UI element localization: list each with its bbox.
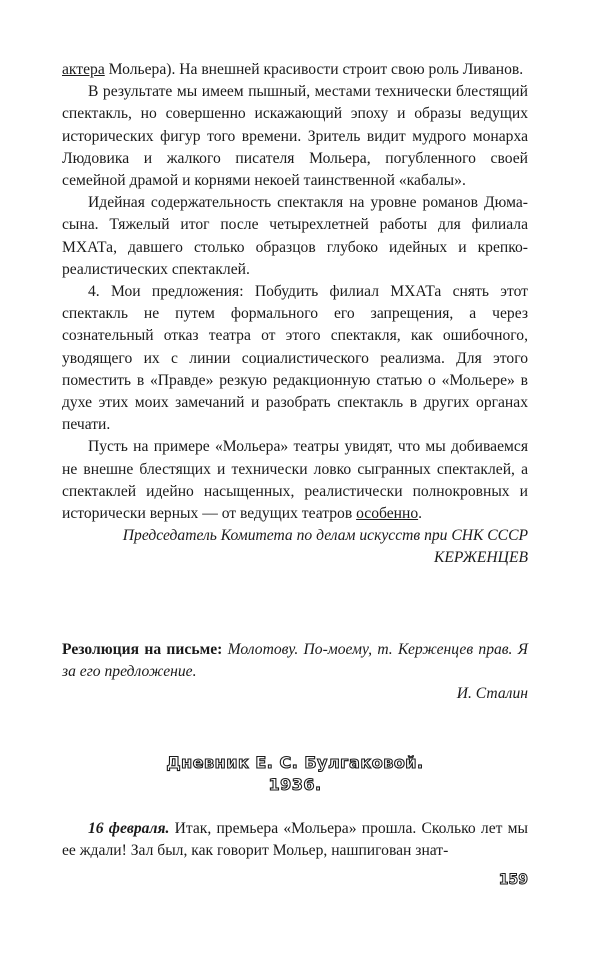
resolution-label: Резолюция на письме: (62, 641, 223, 658)
letter-body (62, 59, 528, 570)
underlined-word: особенно (356, 505, 419, 523)
paragraph-5: Пусть на примере «Мольера» театры увидят, что мы добиваемся не внешне блестящих и технически ловко сыгранных спектаклей, а спектаклей идейно насыщенных, реалистически полнокровных и исторически верных — от ведущих театров особенно. (62, 438, 528, 523)
paragraph-4: 4. Мои предложения: Побудить филиал МХАТа снять этот спектакль не путем формального его запрещения, а через сознательный отказ театра от этого спектакля, как ошибочного, уводящего их с линии социалистического реализма. Для этого поместить в «Правде» резкую редакционную статью о «Мольере» в духе этих моих замечаний и разобрать спектакль в других органах печати. (62, 283, 528, 434)
signature-title: Председатель Комитета по делам искусств при СНК СССР (122, 527, 528, 545)
paragraph-1: актера Мольера). На внешней красивости строит свою роль Ливанов. (62, 61, 524, 78)
paragraph-3: Идейная содержательность спектакля на уровне романов Дюма-сына. Тяжелый итог после четырехлетней работы для филиала МХАТа, давшего столько образцов глубоко идейных и крепко-реалистических спектаклей. (62, 194, 528, 278)
section-heading (62, 752, 528, 796)
diary-entry (62, 818, 528, 862)
resolution-signature: И. Сталин (456, 685, 528, 703)
resolution-text: Резолюция на письме: Молотову. По-моему, т. Керженцев прав. Я за его предложение. (62, 641, 528, 681)
page-number: 159 (498, 872, 528, 888)
resolution-block (62, 639, 528, 706)
underlined-word: актера (62, 61, 105, 78)
heading-line-2: 1936. (268, 775, 322, 794)
heading-line-1: Дневник Е. С. Булгаковой. (166, 753, 424, 772)
paragraph-2: В результате мы имеем пышный, местами технически блестящий спектакль, но совершенно искажающий эпоху и образы ведущих исторических фигур того времени. Зритель видит мудрого монарха Людовика и жалкого писателя Мольера, погубленного своей семейной драмой и корнями некоей таинственной «кабалы». (62, 83, 528, 190)
diary-paragraph: 16 февраля. Итак, премьера «Мольера» прошла. Сколько лет мы ее ждали! Зал был, как говорит Мольер, нашпигован знат- (62, 820, 528, 860)
signature-name: КЕРЖЕНЦЕВ (434, 549, 528, 567)
diary-date: 16 февраля. (88, 820, 170, 837)
